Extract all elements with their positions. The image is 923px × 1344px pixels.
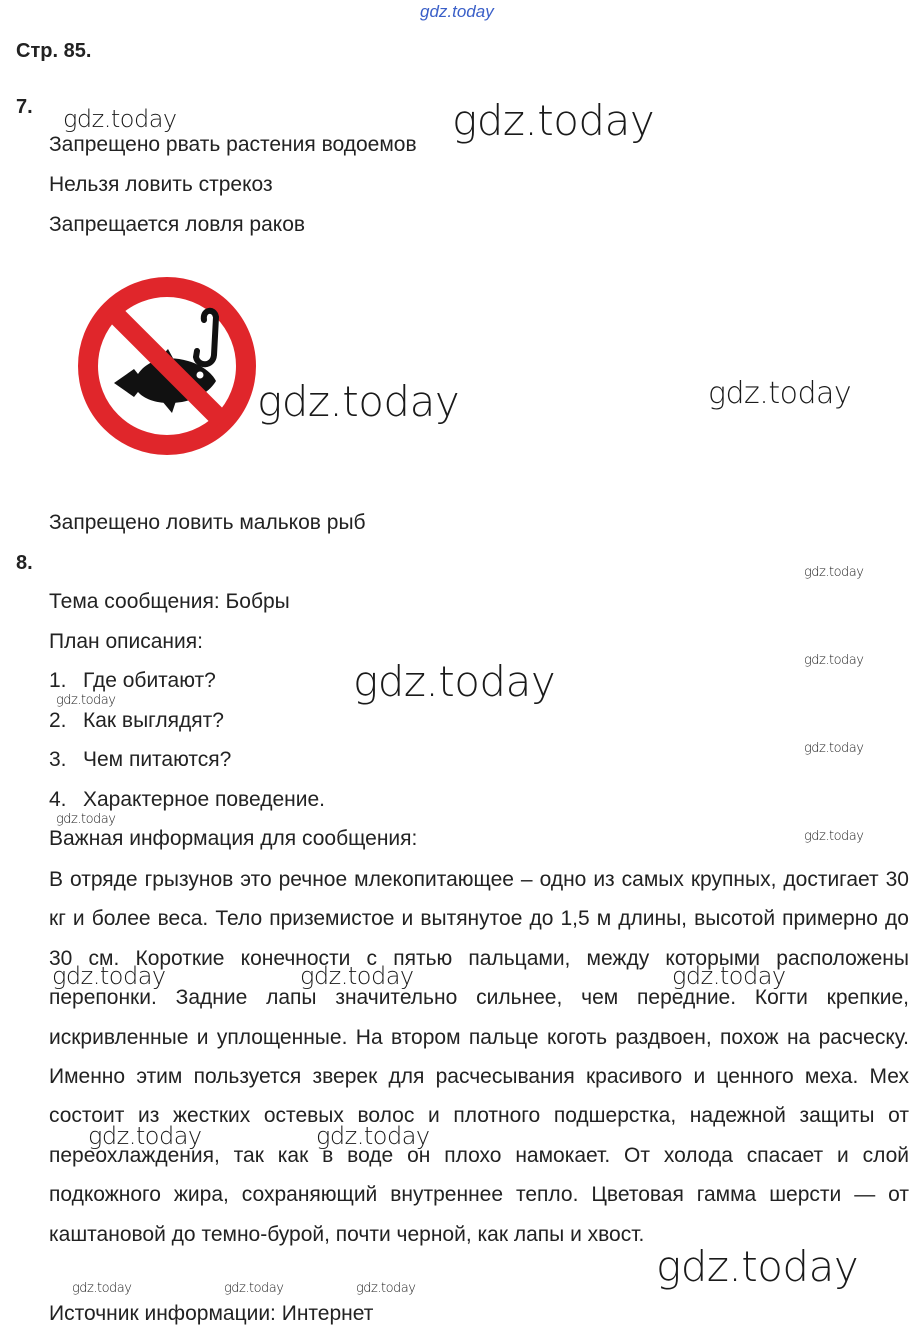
plan-item <box>49 788 325 812</box>
task8-number: 8. <box>16 552 33 574</box>
watermark: gdz.today <box>804 741 864 756</box>
watermark: gdz.today <box>656 1242 859 1291</box>
watermark: gdz.today <box>88 1122 202 1150</box>
plan-item <box>49 748 231 772</box>
task8-topic: Тема сообщения: Бобры <box>49 590 290 613</box>
plan-item <box>49 669 216 693</box>
watermark: gdz.today <box>224 1281 284 1296</box>
task8-plan-title: План описания: <box>49 630 203 653</box>
plan-item-text: Чем питаются? <box>83 748 232 771</box>
watermark: gdz.today <box>356 1281 416 1296</box>
info-paragraph: В отряде грызунов это речное млекопитающее – одно из самых крупных, достигает 30 кг и более веса. Тело приземистое и вытянутое до 1,5 м длины, высотой примерно до 30 см. Короткие конечности с пятью пальцами, между которыми расположены перепонки. Задние лапы значительно сильнее, чем передние. Когти крепкие, искривленные и уплощенные. На втором пальце коготь раздвоен, похож на расческу. Именно этим пользуется зверек для расчесывания красивого и ценного меха. Мех состоит из жестких остевых волос и плотного подшерстка, надежной защиты от переохлаждения, так как в воде он плохо намокает. От холода спасает и слой подкожного жира, сохраняющий внутреннее тепло. Цветовая гамма шерсти — от каштановой до темно-бурой, почти черной, как лапы и хвост. <box>49 868 909 1246</box>
watermark: gdz.today <box>257 377 460 426</box>
no-fishing-sign <box>76 275 258 457</box>
watermark: gdz.today <box>56 693 116 708</box>
watermark: gdz.today <box>452 96 655 145</box>
task8-source: Источник информации: Интернет <box>49 1302 374 1325</box>
watermark: gdz.today <box>708 376 852 411</box>
watermark: gdz.today <box>56 812 116 827</box>
plan-item-text: Характерное поведение. <box>83 788 325 811</box>
plan-item-text: Где обитают? <box>83 669 216 692</box>
watermark: gdz.today <box>804 565 864 580</box>
watermark: gdz.today <box>52 962 166 990</box>
plan-item-number: 1. <box>49 669 67 692</box>
task7-last-line: Запрещено ловить мальков рыб <box>49 511 366 534</box>
watermark: gdz.today <box>353 657 556 706</box>
watermark-top: gdz.today <box>420 2 494 21</box>
task8-info-title: Важная информация для сообщения: <box>49 827 418 850</box>
no-fishing-icon <box>76 275 258 457</box>
task7-line-2: Нельзя ловить стрекоз <box>49 173 273 196</box>
plan-item-number: 3. <box>49 748 67 771</box>
watermark: gdz.today <box>316 1122 430 1150</box>
plan-item-number: 4. <box>49 788 67 811</box>
watermark: gdz.today <box>672 962 786 990</box>
plan-item-number: 2. <box>49 709 67 732</box>
task7-line-3: Запрещается ловля раков <box>49 213 306 236</box>
watermark: gdz.today <box>804 653 864 668</box>
watermark: gdz.today <box>63 105 177 133</box>
watermark: gdz.today <box>72 1281 132 1296</box>
task7-line-1: Запрещено рвать растения водоемов <box>49 133 417 156</box>
watermark: gdz.today <box>804 829 864 844</box>
task7-number: 7. <box>16 96 33 118</box>
watermark: gdz.today <box>300 962 414 990</box>
plan-item <box>49 709 224 733</box>
page-label: Стр. 85. <box>16 40 92 62</box>
plan-item-text: Как выглядят? <box>83 709 224 732</box>
